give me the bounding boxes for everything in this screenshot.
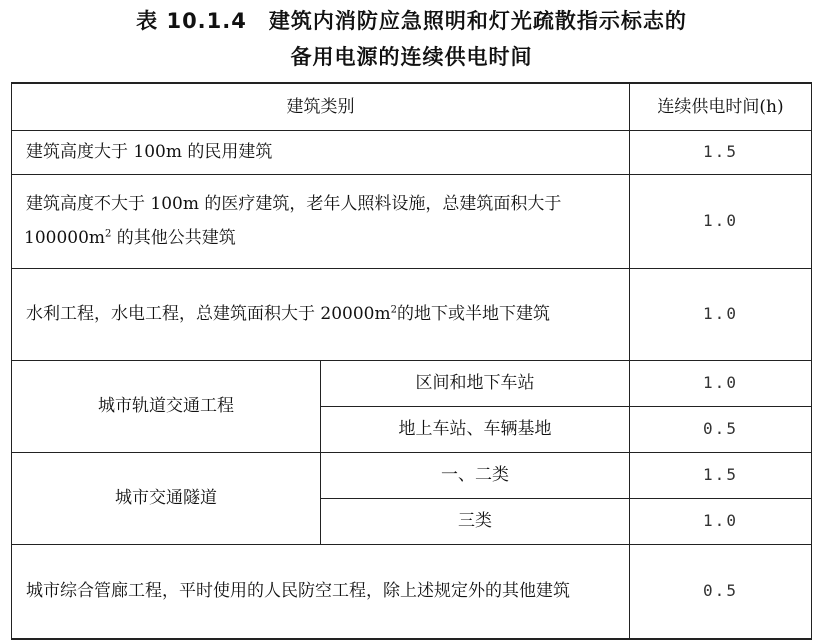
power-duration-table [11, 82, 812, 640]
superscript-2: 2 [390, 304, 397, 316]
row-water-underground-text-b: 的地下或半地下建筑 [396, 304, 550, 324]
sub-tunnel-class-3: 三类 [321, 498, 630, 544]
table-row [12, 360, 812, 406]
sub-rail-above-ground: 地上车站、车辆基地 [321, 406, 630, 452]
superscript-2: 2 [105, 228, 112, 240]
row-medical-public-text-b: 的其他公共建筑 [111, 228, 236, 248]
value-rail-above-ground: 0.5 [630, 406, 812, 452]
value-utility-tunnel-other: 0.5 [630, 544, 812, 639]
table-caption-line1 [0, 6, 823, 36]
value-rail-section-underground: 1.0 [630, 360, 812, 406]
value-water-underground: 1.0 [630, 268, 812, 360]
table-row [12, 268, 812, 360]
table-row [12, 452, 812, 498]
row-traffic-tunnel: 城市交通隧道 [12, 452, 321, 544]
row-medical-public-text-a: 建筑高度不大于 100m 的医疗建筑，老年人照料设施，总建筑面积大于 100000m [24, 194, 562, 248]
table-row [12, 174, 812, 268]
value-civil-over-100m: 1.5 [630, 130, 812, 174]
table-row [12, 544, 812, 639]
row-water-underground-text-a: 水利工程，水电工程，总建筑面积大于 20000m [26, 304, 391, 324]
value-tunnel-class-3: 1.0 [630, 498, 812, 544]
row-utility-tunnel-other: 城市综合管廊工程，平时使用的人民防空工程，除上述规定外的其他建筑 [12, 544, 630, 639]
sub-tunnel-class-1-2: 一、二类 [321, 452, 630, 498]
header-duration: 连续供电时间(h) [630, 83, 812, 130]
table-row [12, 130, 812, 174]
table-header-row [12, 83, 812, 130]
row-civil-over-100m: 建筑高度大于 100m 的民用建筑 [12, 130, 630, 174]
value-medical-public: 1.0 [630, 174, 812, 268]
row-rail-transit: 城市轨道交通工程 [12, 360, 321, 452]
table-title-line1: 建筑内消防应急照明和灯光疏散指示标志的 [268, 9, 687, 33]
sub-rail-section-underground: 区间和地下车站 [321, 360, 630, 406]
table-caption-line2: 备用电源的连续供电时间 [290, 45, 533, 69]
row-medical-public [12, 174, 630, 268]
table-number: 表 10.1.4 [136, 9, 247, 33]
row-water-underground [12, 268, 630, 360]
value-tunnel-class-1-2: 1.5 [630, 452, 812, 498]
header-category: 建筑类别 [12, 83, 630, 130]
